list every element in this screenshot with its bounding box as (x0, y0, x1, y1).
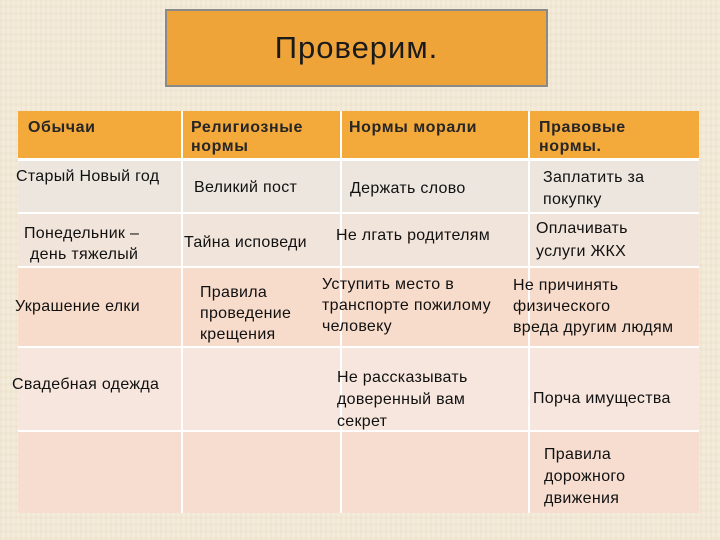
legal-cell: Не причинять (513, 277, 619, 294)
column-divider (181, 111, 183, 513)
moral-cell: Не рассказывать (337, 369, 468, 386)
moral-cell: человеку (322, 318, 392, 335)
custom-cell: Украшение елки (15, 298, 140, 315)
legal-cell: Оплачивать (536, 220, 628, 237)
header-legal-line1: Правовые (539, 119, 626, 136)
custom-cell: Старый Новый год (16, 168, 160, 185)
legal-cell: дорожного (544, 468, 626, 485)
moral-cell: Не лгать родителям (336, 227, 491, 244)
slide-title: Проверим. (165, 9, 548, 87)
header-legal-line2: нормы. (539, 138, 602, 155)
religious-cell: крещения (200, 326, 276, 343)
moral-cell: Уступить место в (322, 276, 455, 293)
row-divider (18, 212, 699, 214)
row-divider (18, 158, 699, 161)
legal-cell: покупку (543, 191, 602, 208)
legal-cell: физического (513, 298, 611, 315)
header-religious-line2: нормы (191, 138, 249, 155)
legal-cell: Заплатить за (543, 169, 645, 186)
row-divider (18, 346, 699, 348)
header-customs: Обычаи (28, 119, 96, 136)
legal-cell: движения (544, 490, 620, 507)
legal-cell: услуги ЖКХ (536, 243, 627, 260)
moral-cell: доверенный вам (337, 391, 466, 408)
custom-cell: Свадебная одежда (12, 376, 160, 393)
religious-cell: Тайна исповеди (184, 234, 307, 251)
religious-cell: Великий пост (194, 179, 298, 196)
legal-cell: вреда другим людям (513, 319, 674, 336)
legal-cell: Правила (544, 446, 612, 463)
norms-table (12, 111, 699, 513)
moral-cell: секрет (337, 413, 388, 430)
header-religious-line1: Религиозные (191, 119, 304, 136)
religious-cell: проведение (200, 305, 292, 322)
custom-cell: день тяжелый (30, 246, 139, 263)
moral-cell: Держать слово (350, 180, 466, 197)
row-divider (18, 266, 699, 268)
legal-cell: Порча имущества (533, 390, 671, 407)
religious-cell: Правила (200, 284, 268, 301)
moral-cell: транспорте пожилому (322, 297, 491, 314)
custom-cell: Понедельник – (24, 225, 140, 242)
header-moral: Нормы морали (349, 119, 478, 136)
